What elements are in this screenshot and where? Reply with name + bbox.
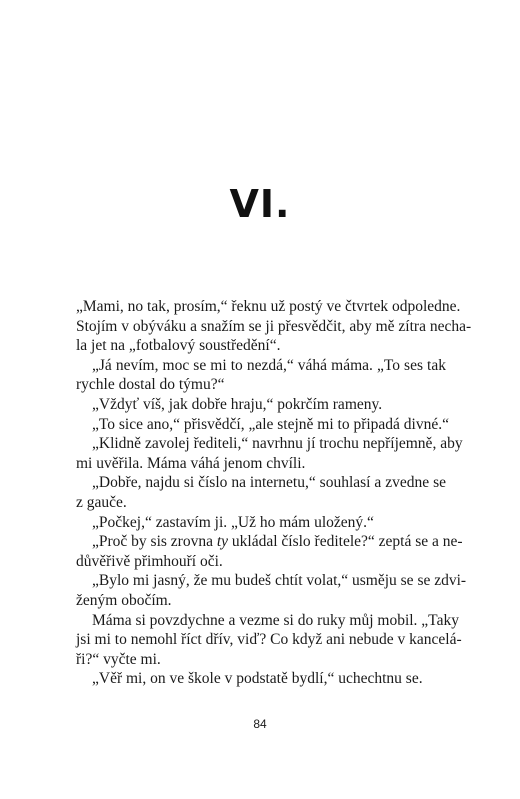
text-line: „Klidně zavolej řediteli,“ navrhnu jí trochu nepříjemně, aby: [92, 435, 463, 453]
chapter-text: [76, 297, 472, 689]
paragraph: [76, 434, 463, 473]
text-line: ženým obočím.: [76, 591, 172, 609]
text-line: důvěřivě přimhouří oči.: [76, 552, 223, 570]
text-line: „Věř mi, on ve škole v podstatě bydlí,“ uchechtnu se.: [92, 670, 423, 688]
paragraph: [76, 611, 462, 670]
paragraph: [76, 532, 463, 571]
chapter-heading: VI.: [229, 182, 291, 226]
italic-word: ty: [216, 533, 229, 551]
text-line: „Bylo mi jasný, že mu budeš chtít volat,“ usměju se se zdvi-: [92, 572, 467, 590]
text-line: ři?“ vyčte mi.: [76, 650, 161, 668]
text-line: „Vždyť víš, jak dobře hraju,“ pokrčím rameny.: [92, 395, 383, 413]
text-segment: „Proč by sis zrovna: [92, 533, 217, 551]
page-number: 84: [253, 717, 267, 731]
text-line: rychle dostal do týmu?“: [76, 376, 225, 394]
paragraph: [76, 395, 446, 415]
paragraph: [76, 356, 446, 395]
text-line: Stojím v obýváku a snažím se ji přesvědčit, aby mě zítra necha-: [76, 317, 472, 335]
paragraph: [76, 669, 446, 689]
paragraph: [76, 473, 446, 512]
text-line: „Mami, no tak, prosím,“ řeknu už postý ve čtvrtek odpoledne.: [76, 298, 461, 315]
text-line: la jet na „fotbalový soustředění“.: [76, 337, 281, 355]
paragraph: [76, 297, 472, 356]
text-line: z gauče.: [76, 493, 127, 511]
text-line: jsi mi to nemohl říct dřív, viď? Co když ani nebude v kancelá-: [76, 631, 462, 649]
text-line: „Já nevím, moc se mi to nezdá,“ váhá máma. „To ses tak: [92, 356, 446, 374]
text-line: [76, 532, 463, 552]
text-line: Máma si povzdychne a vezme si do ruky můj mobil. „Taky: [92, 611, 459, 629]
text-line: mi uvěřila. Máma váhá jenom chvíli.: [76, 454, 306, 472]
paragraph: [76, 415, 449, 435]
text-segment: ukládal číslo ředitele?“ zeptá se a ne-: [228, 533, 463, 551]
text-line: „Počkej,“ zastavím ji. „Už ho mám uložený.“: [92, 513, 374, 531]
paragraph: [76, 571, 467, 610]
paragraph: [76, 513, 446, 533]
text-line: „Dobře, najdu si číslo na internetu,“ souhlasí a zvedne se: [92, 474, 446, 492]
text-line: „To sice ano,“ přisvědčí, „ale stejně mi to připadá divné.“: [92, 415, 449, 433]
